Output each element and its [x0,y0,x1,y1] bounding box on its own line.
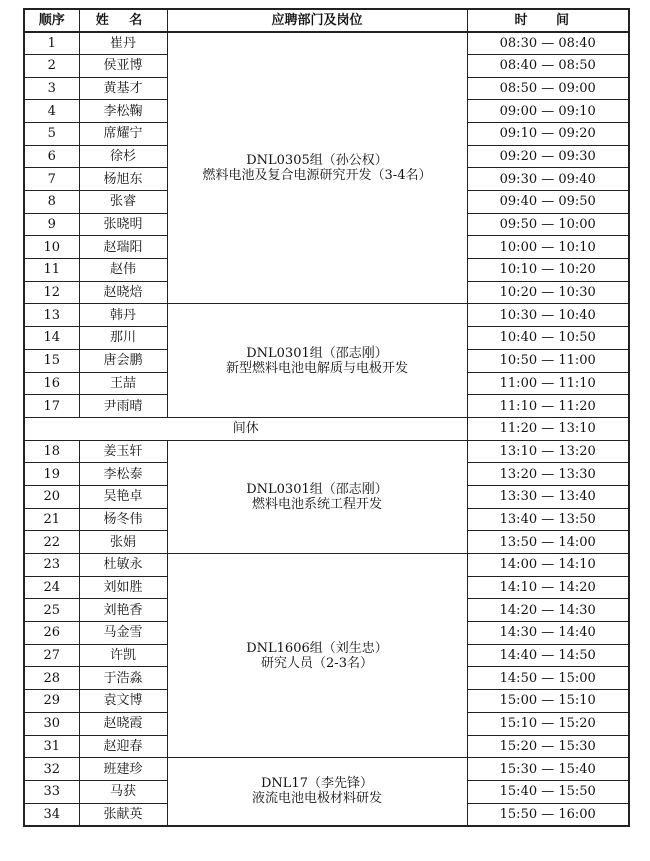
row-time: 13:30 — 13:40 [467,485,629,508]
row-name: 于浩淼 [79,667,167,690]
row-order: 21 [24,508,79,531]
group-lab-name: DNL0305组（孙公权） [246,153,388,169]
row-order: 20 [24,485,79,508]
row-order: 11 [24,259,79,282]
row-name: 张娟 [79,531,167,554]
row-time: 10:10 — 10:20 [467,259,629,282]
row-order: 33 [24,780,79,803]
row-time: 15:30 — 15:40 [467,758,629,781]
row-time: 15:00 — 15:10 [467,690,629,713]
row-name: 李松泰 [79,463,167,486]
row-name: 尹雨晴 [79,395,167,418]
row-time: 08:40 — 08:50 [467,54,629,77]
row-order: 22 [24,531,79,554]
row-name: 李松鞠 [79,100,167,123]
schedule-body [24,32,629,826]
table-row [24,440,629,463]
row-order: 23 [24,554,79,577]
row-order: 3 [24,77,79,100]
row-time: 11:10 — 11:20 [467,395,629,418]
row-time: 15:40 — 15:50 [467,780,629,803]
row-time: 10:30 — 10:40 [467,304,629,327]
group-lab-name: DNL1606组（刘生忠） [246,640,388,656]
row-name: 赵晓霞 [79,712,167,735]
row-time: 14:00 — 14:10 [467,554,629,577]
row-time: 09:10 — 09:20 [467,122,629,145]
table-row [24,32,629,55]
row-order: 13 [24,304,79,327]
table-row [24,758,629,781]
break-row [24,417,629,440]
row-name: 韩丹 [79,304,167,327]
row-name: 崔丹 [79,32,167,55]
row-order: 34 [24,803,79,826]
row-order: 19 [24,463,79,486]
row-order: 24 [24,576,79,599]
row-name: 刘如胜 [79,576,167,599]
row-name: 徐杉 [79,145,167,168]
row-order: 18 [24,440,79,463]
group-lab-name: DNL17（李先锋） [261,776,373,792]
group-dept-cell [167,440,467,553]
table-row [24,554,629,577]
row-time: 14:20 — 14:30 [467,599,629,622]
row-time: 10:00 — 10:10 [467,236,629,259]
row-time: 10:40 — 10:50 [467,327,629,350]
group-position: 燃料电池系统工程开发 [251,496,382,512]
row-name: 赵晓焙 [79,281,167,304]
row-name: 王喆 [79,372,167,395]
row-time: 15:20 — 15:30 [467,735,629,758]
schedule-table [23,8,630,827]
row-name: 袁文博 [79,690,167,713]
row-name: 杨旭东 [79,168,167,191]
row-time: 13:40 — 13:50 [467,508,629,531]
row-name: 赵迎春 [79,735,167,758]
row-name: 赵瑞阳 [79,236,167,259]
row-time: 14:40 — 14:50 [467,644,629,667]
row-time: 10:20 — 10:30 [467,281,629,304]
row-name: 刘艳香 [79,599,167,622]
row-order: 2 [24,54,79,77]
header-row [24,9,629,32]
row-name: 杨冬伟 [79,508,167,531]
row-time: 14:10 — 14:20 [467,576,629,599]
row-time: 14:50 — 15:00 [467,667,629,690]
header-order: 顺序 [24,9,79,32]
row-time: 10:50 — 11:00 [467,349,629,372]
row-order: 17 [24,395,79,418]
row-time: 11:00 — 11:10 [467,372,629,395]
group-dept-cell [167,554,467,758]
group-dept-cell [167,758,467,826]
row-time: 15:50 — 16:00 [467,803,629,826]
break-time: 11:20 — 13:10 [467,417,629,440]
row-order: 1 [24,32,79,55]
row-name: 席耀宁 [79,122,167,145]
row-time: 09:00 — 09:10 [467,100,629,123]
row-time: 14:30 — 14:40 [467,622,629,645]
row-name: 唐会鹏 [79,349,167,372]
row-order: 29 [24,690,79,713]
header-name: 姓 名 [79,9,167,32]
group-lab-name: DNL0301组（邵志刚） [246,345,388,361]
row-order: 5 [24,122,79,145]
row-order: 10 [24,236,79,259]
row-order: 8 [24,191,79,214]
row-order: 25 [24,599,79,622]
group-dept-cell [167,32,467,304]
row-time: 13:50 — 14:00 [467,531,629,554]
header-dept: 应聘部门及岗位 [167,9,467,32]
interview-schedule [23,8,630,827]
group-position: 新型燃料电池电解质与电极开发 [225,360,408,376]
table-row [24,304,629,327]
row-time: 13:20 — 13:30 [467,463,629,486]
row-time: 15:10 — 15:20 [467,712,629,735]
row-order: 26 [24,622,79,645]
row-order: 6 [24,145,79,168]
group-position: 液流电池电极材料研发 [251,791,382,807]
row-time: 09:30 — 09:40 [467,168,629,191]
row-order: 30 [24,712,79,735]
row-time: 08:30 — 08:40 [467,32,629,55]
row-name: 马金雪 [79,622,167,645]
row-name: 那川 [79,327,167,350]
group-position: 燃料电池及复合电源研究开发（3-4名） [202,168,432,184]
row-name: 侯亚博 [79,54,167,77]
row-order: 28 [24,667,79,690]
break-label: 间休 [24,417,467,440]
row-name: 许凯 [79,644,167,667]
row-name: 黄基才 [79,77,167,100]
group-lab-name: DNL0301组（邵志刚） [246,481,388,497]
row-name: 张睿 [79,191,167,214]
row-order: 14 [24,327,79,350]
row-order: 12 [24,281,79,304]
row-time: 08:50 — 09:00 [467,77,629,100]
row-name: 班建珍 [79,758,167,781]
row-name: 吴艳卓 [79,485,167,508]
row-name: 马获 [79,780,167,803]
group-position: 研究人员（2-3名） [261,655,373,671]
row-time: 09:40 — 09:50 [467,191,629,214]
group-dept-cell [167,304,467,417]
header-time: 时 间 [467,9,629,32]
row-time: 09:20 — 09:30 [467,145,629,168]
row-time: 09:50 — 10:00 [467,213,629,236]
row-name: 赵伟 [79,259,167,282]
row-name: 张晓明 [79,213,167,236]
row-order: 7 [24,168,79,191]
row-order: 32 [24,758,79,781]
row-name: 张献英 [79,803,167,826]
row-order: 4 [24,100,79,123]
row-order: 16 [24,372,79,395]
row-order: 15 [24,349,79,372]
row-order: 31 [24,735,79,758]
row-order: 9 [24,213,79,236]
row-time: 13:10 — 13:20 [467,440,629,463]
row-name: 杜敏永 [79,554,167,577]
row-name: 姜玉轩 [79,440,167,463]
row-order: 27 [24,644,79,667]
